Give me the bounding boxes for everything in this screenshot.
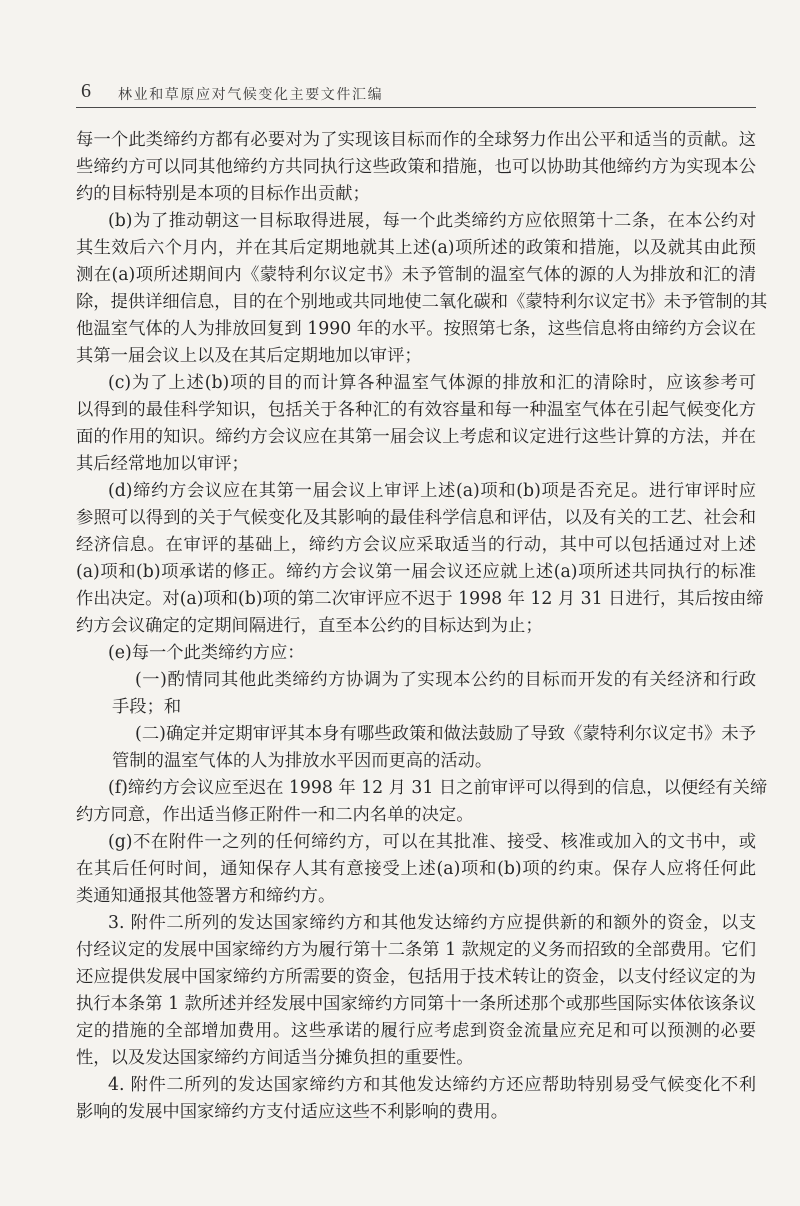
text-line: 约方同意，作出适当修正附件一和二内名单的决定。 [76,805,474,825]
text-line: 在其后任何时间，通知保存人其有意接受上述(a)项和(b)项的约束。保存人应将任何此 [76,859,756,879]
text-line: 经济信息。在审评的基础上，缔约方会议应采取适当的行动，其中可以包括通过对上述 [76,535,756,555]
text-line: 些缔约方可以同其他缔约方共同执行这些政策和措施，也可以协助其他缔约方为实现本公 [76,157,756,177]
text-line: 他温室气体的人为排放回复到 1990 年的水平。按照第七条，这些信息将由缔约方会议在 [76,319,756,339]
text-line: 除，提供详细信息，目的在个别地或共同地使二氧化碳和《蒙特利尔议定书》未予管制的其 [76,292,768,312]
paragraph [76,208,768,370]
paragraph [76,829,756,910]
paragraph [76,1072,756,1126]
text-line: 其后经常地加以审评； [76,454,249,474]
text-line: 管制的温室气体的人为排放水平因而更高的活动。 [112,751,493,771]
text-line: (二)确定并定期审评其本身有哪些政策和做法鼓励了导致《蒙特利尔议定书》未予 [135,724,756,744]
text-line: 以得到的最佳科学知识，包括关于各种汇的有效容量和每一种温室气体在引起气候变化方 [76,400,756,420]
paragraph [76,667,756,721]
text-line: (g)不在附件一之列的任何缔约方，可以在其批准、接受、核准或加入的文书中，或 [108,832,756,852]
text-line: 定的措施的全部增加费用。这些承诺的履行应考虑到资金流量应充足和可以预测的必要 [76,1021,756,1041]
text-line: 测在(a)项所述期间内《蒙特利尔议定书》未予管制的温室气体的源的人为排放和汇的清 [76,265,756,285]
text-line: 3. 附件二所列的发达国家缔约方和其他发达缔约方应提供新的和额外的资金，以支 [108,913,756,933]
text-line: 参照可以得到的关于气候变化及其影响的最佳科学信息和评估，以及有关的工艺、社会和 [76,508,756,528]
text-line: (e)每一个此类缔约方应： [108,643,305,663]
text-line: (b)为了推动朝这一目标取得进展，每一个此类缔约方应依照第十二条，在本公约对 [108,211,756,231]
text-line: 其生效后六个月内，并在其后定期地就其上述(a)项所述的政策和措施，以及就其由此预 [76,238,756,258]
header-rule [76,107,756,108]
paragraph [76,721,756,775]
text-line: 其第一届会议上以及在其后定期地加以审评； [76,346,422,366]
text-line: 付经议定的发展中国家缔约方为履行第十二条第 1 款规定的义务而招致的全部费用。它们 [76,940,756,960]
text-line: (f)缔约方会议应至迟在 1998 年 12 月 31 日之前审评可以得到的信息，以便经有关缔 [108,778,768,798]
text-line: 约方会议确定的定期间隔进行，直至本公约的目标达到为止； [76,616,543,636]
text-line: 每一个此类缔约方都有必要对为了实现该目标而作的全球努力作出公平和适当的贡献。这 [76,130,756,150]
text-line: 4. 附件二所列的发达国家缔约方和其他发达缔约方还应帮助特别易受气候变化不利 [108,1075,756,1095]
text-line: 类通知通报其他签署方和缔约方。 [76,886,336,906]
paragraph [76,910,756,1072]
text-line: 性，以及发达国家缔约方间适当分摊负担的重要性。 [76,1048,474,1068]
text-line: (c)为了上述(b)项的目的而计算各种温室气体源的排放和汇的清除时，应该参考可 [108,373,756,393]
body-text [76,127,768,1126]
text-line: 手段；和 [112,697,182,717]
paragraph [76,370,756,478]
text-line: 面的作用的知识。缔约方会议应在其第一届会议上考虑和议定进行这些计算的方法，并在 [76,427,756,447]
paragraph [76,127,756,208]
running-header [0,0,800,110]
text-line: (a)项和(b)项承诺的修正。缔约方会议第一届会议还应就上述(a)项所述共同执行的标准 [76,562,756,582]
paragraph [76,640,756,667]
book-title: 林业和草原应对气候变化主要文件汇编 [118,87,384,103]
text-line: 作出决定。对(a)项和(b)项的第二次审评应不迟于 1998 年 12 月 31 日进行，其后按由缔 [76,589,764,609]
paragraph [76,478,764,640]
text-line: 执行本条第 1 款所述并经发展中国家缔约方同第十一条所述那个或那些国际实体依该条议 [76,994,756,1014]
text-line: 约的目标特别是本项的目标作出贡献； [76,184,370,204]
text-line: (一)酌情同其他此类缔约方协调为了实现本公约的目标而开发的有关经济和行政 [135,670,756,690]
text-line: (d)缔约方会议应在其第一届会议上审评上述(a)项和(b)项是否充足。进行审评时应 [108,481,756,501]
paragraph [76,775,768,829]
text-line: 影响的发展中国家缔约方支付适应这些不利影响的费用。 [76,1102,509,1122]
text-line: 还应提供发展中国家缔约方所需要的资金，包括用于技术转让的资金，以支付经议定的为 [76,967,756,987]
page-number: 6 [81,80,91,102]
